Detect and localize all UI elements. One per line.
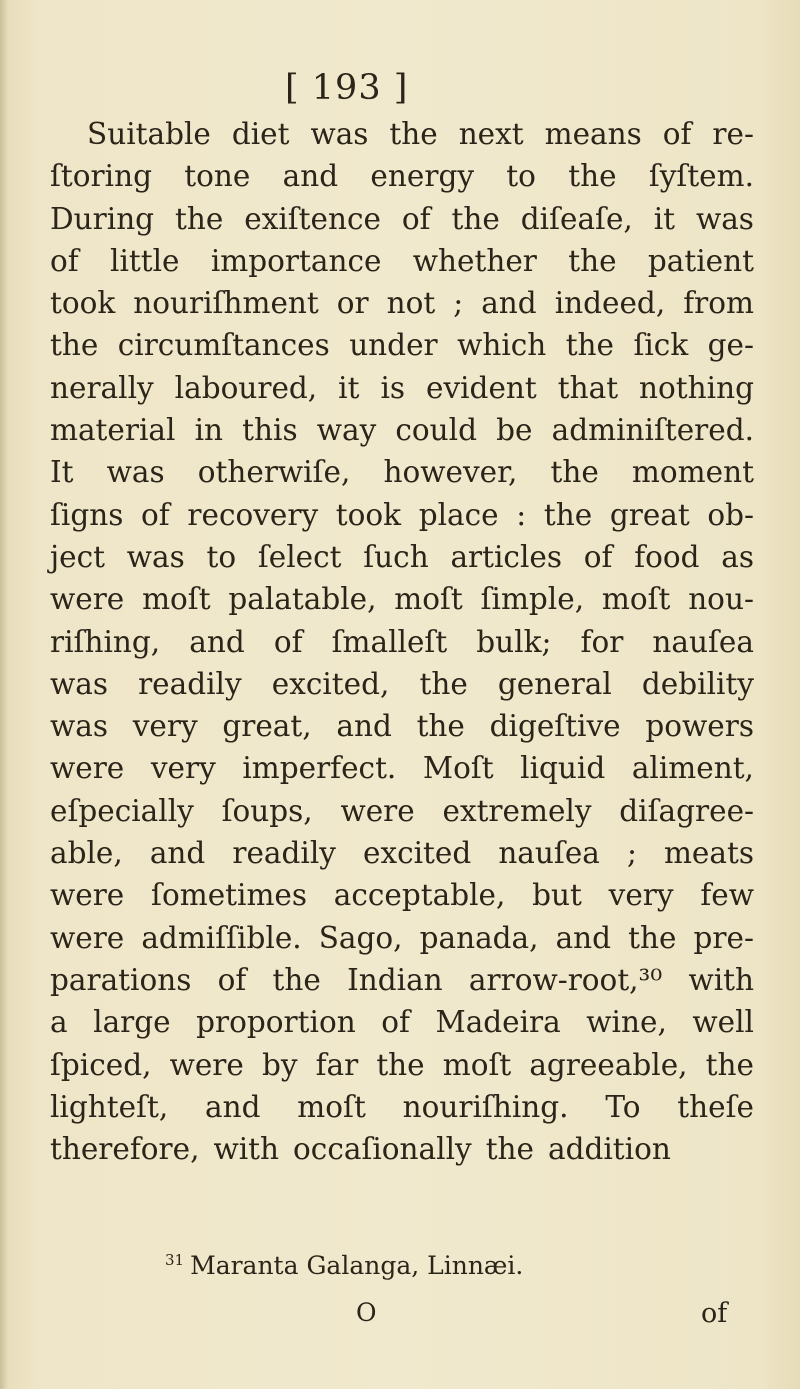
body-text: [50, 113, 754, 1170]
text-line: ject was to ſelect ſuch articles of food as: [50, 539, 754, 574]
text-line: therefore, with occaſionally the addition: [50, 1132, 671, 1167]
text-line: During the exiſtence of the diſeaſe, it was: [50, 201, 754, 236]
text-line: were moſt palatable, moſt ſimple, moſt nou-: [50, 582, 754, 617]
text-line: It was otherwiſe, however, the moment: [50, 455, 754, 490]
text-line: parations of the Indian arrow-root,³⁰ with: [50, 962, 754, 997]
text-line: lighteſt, and moſt nouriſhing. To theſe: [50, 1089, 754, 1124]
text-line: ſtoring tone and energy to the ſyſtem.: [50, 159, 754, 194]
footnote-text: Maranta Galanga, Linnæi.: [190, 1251, 524, 1280]
text-line: was very great, and the digeſtive powers: [50, 709, 754, 744]
text-line: able, and readily excited nauſea ; meats: [50, 836, 754, 871]
text-line: were very imperfect. Moſt liquid aliment,: [50, 751, 754, 786]
text-line: a large proportion of Madeira wine, well: [50, 1005, 754, 1040]
text-line: Suitable diet was the next means of re-: [87, 117, 754, 151]
text-line: riſhing, and of ſmalleſt bulk; for nauſea: [50, 624, 754, 659]
text-line: eſpecially ſoups, were extremely diſagree-: [50, 793, 754, 828]
text-line: was readily excited, the general debility: [50, 666, 754, 701]
text-line: the circumſtances under which the ſick ge-: [50, 328, 754, 363]
text-line: material in this way could be adminiſtered.: [50, 413, 754, 448]
text-line: ſpiced, were by far the moſt agreeable, the: [50, 1047, 754, 1082]
footnote: [165, 1251, 523, 1280]
text-line: of little importance whether the patient: [50, 243, 754, 278]
page-number: [ 193 ]: [285, 68, 409, 108]
signature-mark: O: [356, 1298, 377, 1327]
text-line: took nouriſhment or not ; and indeed, from: [50, 286, 754, 321]
catchword: of: [701, 1298, 728, 1329]
text-line: were admiſſible. Sago, panada, and the pre-: [50, 920, 754, 955]
page-edge-shadow: [0, 0, 8, 1389]
text-line: nerally laboured, it is evident that nothing: [50, 370, 754, 405]
footnote-marker: 31: [165, 1251, 185, 1269]
text-line: were ſometimes acceptable, but very few: [50, 878, 754, 913]
text-line: ſigns of recovery took place : the great ob-: [50, 497, 754, 532]
